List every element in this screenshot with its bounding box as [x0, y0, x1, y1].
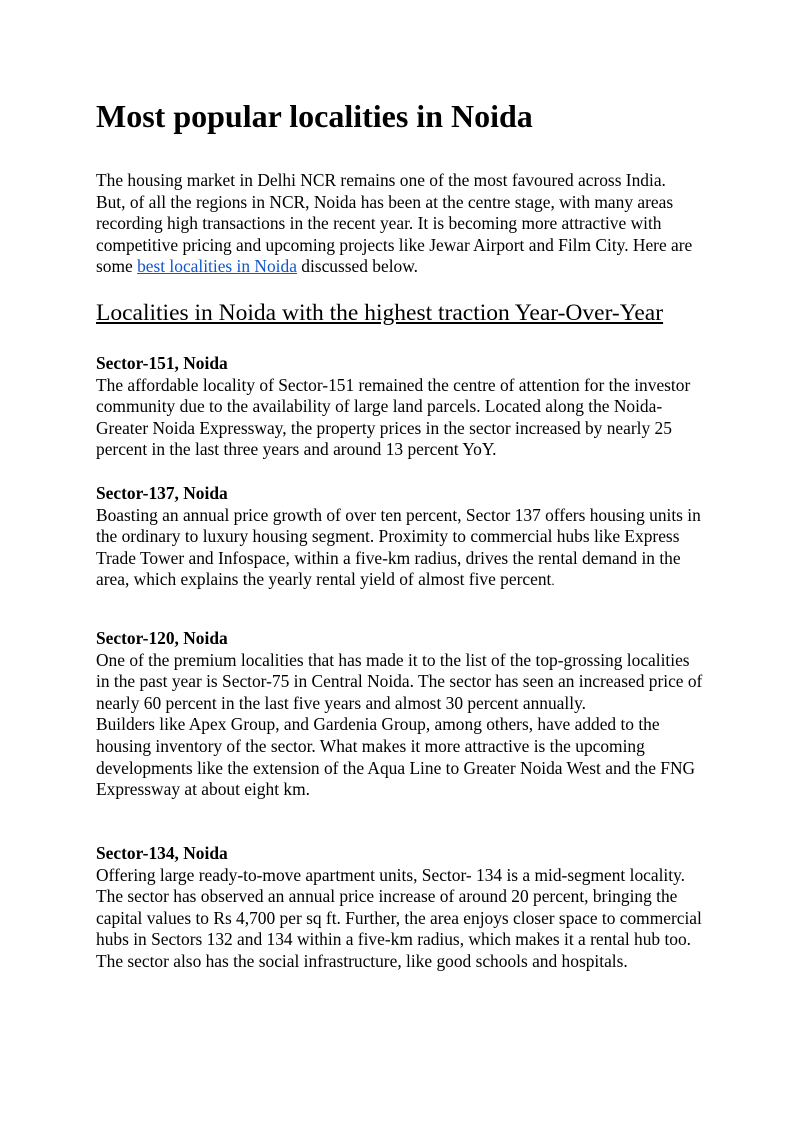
locality-sector-120 [96, 628, 706, 801]
intro-text-before-link: The housing market in Delhi NCR remains one of the most favoured across India. But, of all the regions in NCR, Noida has been at the centre stage, with many areas recording high transactions in the recent year. It is becoming more attractive with competitive pricing and upcoming projects like Jewar Airport and Film City. Here are some [96, 170, 693, 277]
locality-description-continued: Builders like Apex Group, and Gardenia Group, among others, have added to the housing inventory of the sector. What makes it more attractive is the upcoming developments like the extension of the Aqua Line to Greater Noida West and the FNG Expressway at about eight km. [96, 714, 696, 800]
locality-description: The affordable locality of Sector-151 remained the centre of attention for the investor community due to the availability of large land parcels. Located along the Noida-Greater Noida Expressway, the property prices in the sector increased by nearly 25 percent in the last three years and around 13 percent YoY. [96, 374, 691, 460]
locality-heading: Sector-134, Noida [96, 843, 228, 863]
locality-sector-134 [96, 843, 706, 973]
page-title: Most popular localities in Noida [96, 98, 533, 134]
trailing-period: . [551, 573, 555, 589]
intro-text-after-link: discussed below. [296, 256, 419, 277]
section-subtitle: Localities in Noida with the highest traction Year-Over-Year [96, 300, 664, 326]
locality-sector-151 [96, 353, 706, 461]
locality-description-text: Boasting an annual price growth of over ten percent, Sector 137 offers housing units in the ordinary to luxury housing segment. Proximity to commercial hubs like Express Trade Tower and Infospace, within a five-km radius, drives the rental demand in the area, which explains the yearly rental yield of almost five percent [96, 504, 701, 590]
locality-sector-137 [96, 483, 706, 592]
locality-description [96, 505, 706, 592]
locality-heading: Sector-120, Noida [96, 628, 228, 648]
best-localities-link[interactable]: best localities in Noida [137, 256, 297, 277]
locality-heading: Sector-137, Noida [96, 483, 228, 503]
intro-paragraph [96, 170, 696, 278]
locality-heading: Sector-151, Noida [96, 353, 228, 373]
locality-description: One of the premium localities that has made it to the list of the top-grossing localities in the past year is Sector-75 in Central Noida. The sector has seen an increased price of nearly 60 percent in the last five years and almost 30 percent annually. [96, 649, 703, 713]
locality-description: Offering large ready-to-move apartment units, Sector- 134 is a mid-segment locality. The sector has observed an annual price increase of around 20 percent, bringing the capital values to Rs 4,700 per sq ft. Further, the area enjoys closer space to commercial hubs in Sectors 132 and 134 within a five-km radius, which makes it a rental hub too. The sector also has the social infrastructure, like good schools and hospitals. [96, 864, 702, 971]
